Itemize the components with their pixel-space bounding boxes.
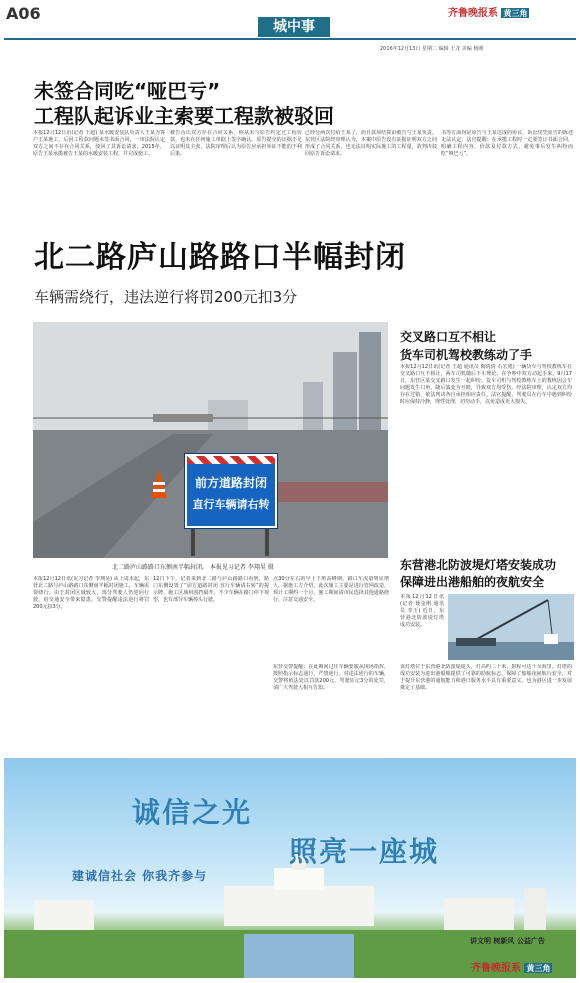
brand-suffix: 系	[488, 8, 498, 19]
section-banner: 城中事	[258, 17, 330, 37]
ad-brand-name: 齐鲁晚报	[471, 963, 511, 974]
article2-column-2: 12日下午，记者来到北二路与庐山路路口看到，路口东侧设置了“前方道路封闭 直行车辆请右转”的提示牌，施工区域用围挡隔开。不少车辆在路口停下观望，也有部分车辆掉头行驶。	[153, 576, 269, 603]
sign-stripe	[187, 456, 275, 464]
ad-tagline: 讲文明 树新风 公益广告	[470, 937, 545, 945]
ad-edition-badge: 黄三角	[526, 963, 551, 973]
article2-column-4: 东营交警提醒：在此期间过往车辆要服从现场指挥，按照指示标志通行，严禁逆行。对违法逆行的车辆，交警将依法处以罚款200元、驾驶证记3分的处罚，请广大驾驶人相互告知。	[273, 664, 389, 691]
ad-title-2: 照亮一座城	[289, 835, 440, 868]
public-service-ad	[4, 758, 576, 978]
edition-badge: 黄三角	[503, 8, 528, 18]
newspaper-brand	[448, 4, 529, 19]
article1-column-2: 被告否认双方存在合同关系，称从未与原告约定过工程价款，也未在任何施工单据上签字确认。原告提交的证据不足以证明其主张，法院审理后认为原告应承担举证不能的不利后果。	[170, 130, 302, 157]
header-rule	[4, 38, 576, 40]
article1-title-line1: 未签合同吃“哑巴亏”	[34, 79, 221, 103]
article2-title: 北二路庐山路路口半幅封闭	[34, 240, 406, 275]
photo-caption: 北二路庐山路路口东侧南半幅封闭。 本报见习记者 李翔昊 摄	[112, 564, 274, 571]
crane-illustration	[448, 594, 574, 660]
article1-title-line2: 工程队起诉业主索要工程款被驳回	[34, 104, 334, 128]
ad-brand-suffix: 系	[511, 963, 521, 974]
page-number: A06	[6, 4, 41, 23]
ad-title-1: 诚信之光	[132, 796, 253, 829]
article1-column-4: 书等方面均是原告与王某达成的协议，诉讼仅凭原告的陈述无法认定，法官提醒：在承揽工程时一定要签订书面合同，明确工程内容、价款及付款方式，避免事后发生纠纷而吃“哑巴亏”。	[441, 130, 573, 157]
road-closure-photo	[33, 322, 388, 558]
article1-column-1: 本报12月12日讯(记者 王超) 某水暖安装队负责人王某为客户王某施工，后因工程款问题未签书面合同，一审法院认定双方之间不存在合同关系，驳回了其诉讼请求。2015年，原告王某承揽被告王某的水暖安装工程，并完成施工。	[33, 130, 165, 157]
ad-brand	[471, 959, 552, 974]
crane-photo	[448, 594, 574, 660]
brand-name: 齐鲁晚报	[448, 8, 488, 19]
right2-title-line1: 东营港北防波堤灯塔安装成功	[400, 558, 557, 572]
right1-title-line1: 交叉路口互不相让	[400, 330, 497, 344]
article2-subtitle: 车辆需绕行，违法逆行将罚200元扣3分	[34, 288, 298, 306]
article1-column-3: 已经分两次付给王某了，而且款项结算由被告与王某负责。东营区法院经审理认为，本案中原告没有证据证明双方之间形成了合同关系，也无法证明实际施工的工程量，故判决驳回原告诉讼请求。	[305, 130, 437, 157]
road-closed-sign	[185, 454, 277, 528]
right2-title-line2: 保障进出港船舶的夜航安全	[400, 575, 545, 589]
ad-slogan: 建诚信社会 你我齐参与	[72, 869, 208, 883]
right2-body-left: 本报12月12日讯(记者 聂金刚 通讯员 李玉) 近日，东营港北防波堤灯塔成功安装。	[400, 594, 444, 628]
right1-title-line2: 货车司机驾校教练动了手	[400, 348, 533, 362]
right2-body: 该灯塔位于东营港北防波堤堤头，灯高约二十米，射程可达十余海里。灯塔的成功安装为进出港船舶提供了可靠的助航标志，保障了船舶夜间航行安全，对于提升东营港的通航能力和港口服务水平具有重要意义，也为港区进一步发展奠定了基础。	[400, 664, 572, 691]
issue-meta: 2016年12月13日 星期二 编辑 王龙 美编 杨刚	[380, 46, 484, 52]
sign-line1: 前方道路封闭	[194, 476, 267, 490]
article2-column-3: 点30分左右的早上下班高峰期，路口车流量明显增大。据施工方介绍，此次施工主要是进行管网改造，预计工期约一个月，施工期间请市民选择其他道路绕行，注意交通安全。	[273, 576, 389, 603]
sign-line2: 直行车辆请右转	[192, 498, 270, 511]
article2-column-1: 本报12月12日讯(见习记者 李翔昊) 从上周末起，东营北二路与庐山路路口东侧南半幅封闭施工，车辆需要绕行。由于封闭区域较大，部分驾驶人仍逆向行驶，给交通安全带来隐患，交警提醒违法逆行将罚200元扣3分。	[33, 576, 149, 610]
right1-body: 本报12月12日讯(记者 王超 通讯员 陶倩倩 石宏旭) 一辆货车与驾校教练车在交叉路口互不相让，两车司机随后下车理论，在争吵中双方动起手来。9月17日，东营区某交叉路口发生一起纠纷，货车司机与驾校教练车上的教练因会车问题发生口角，随后演变为互殴，导致双方均受伤。经法院审理，认定双方均存在过错，依法判决各自承担相应责任。法官提醒，驾驶员在行车中遇到纠纷时应保持冷静，理性处理，切勿动手，以免造成更大损失。	[400, 364, 572, 405]
